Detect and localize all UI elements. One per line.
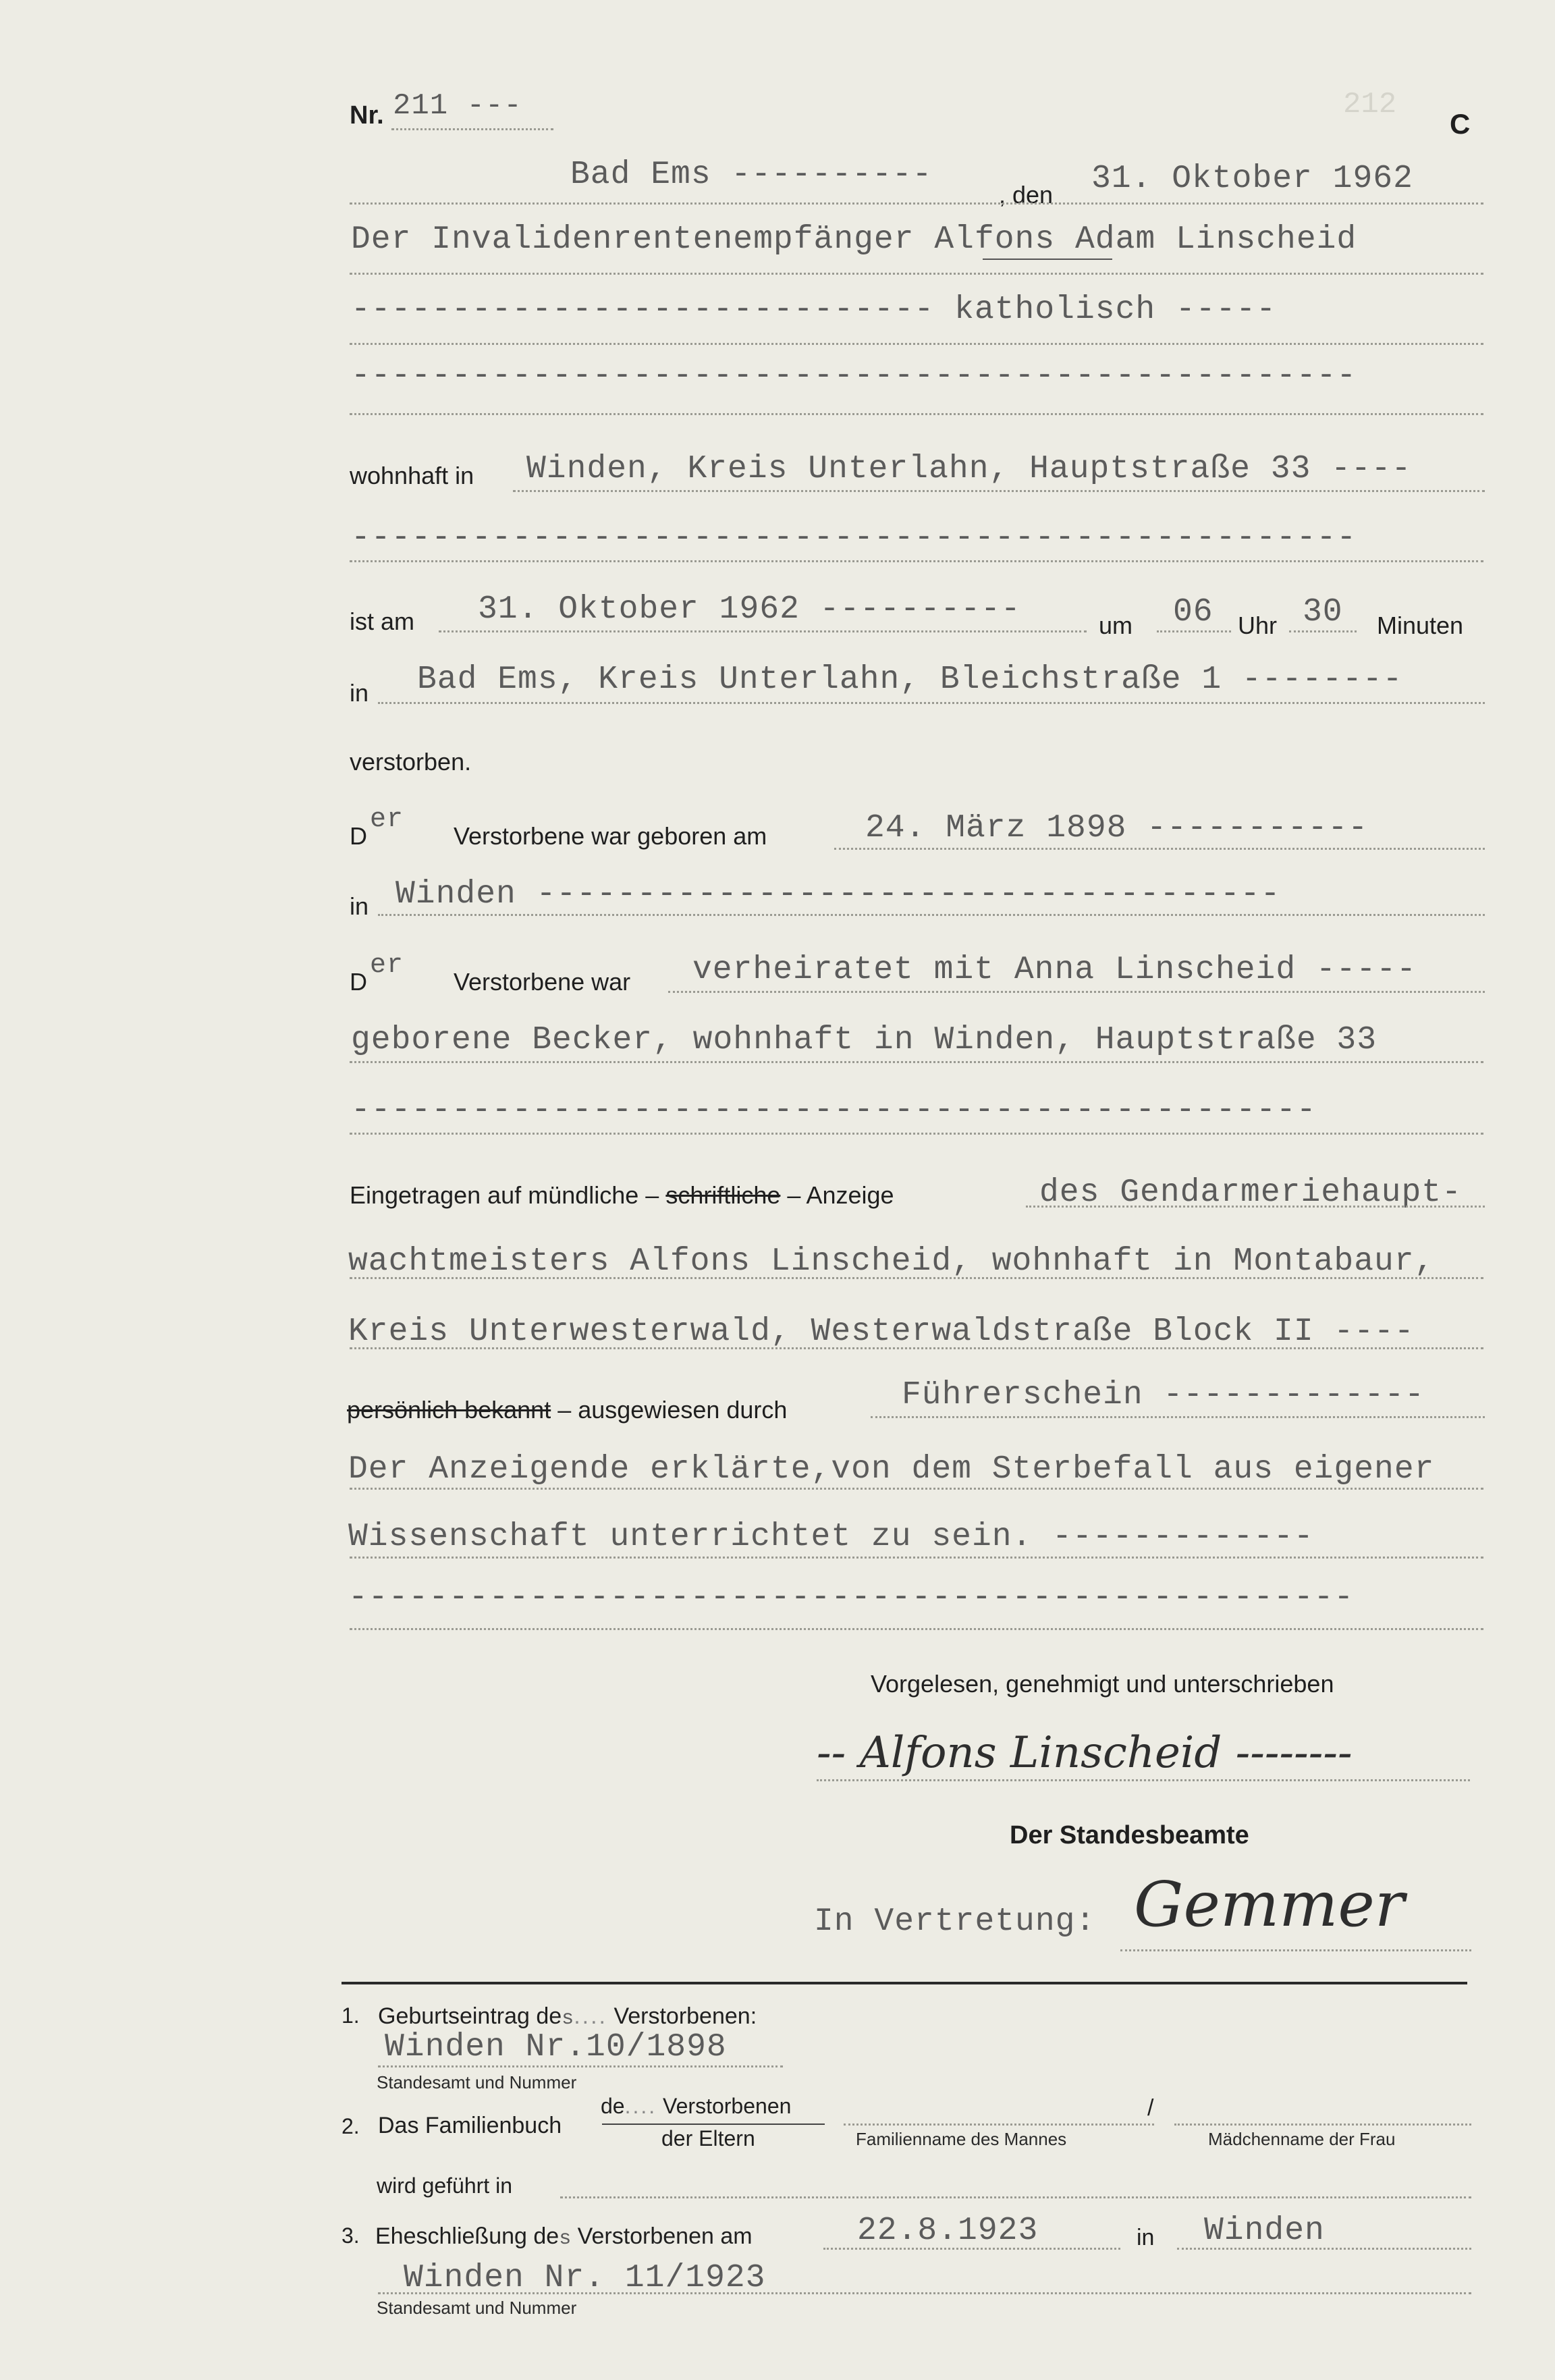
dotted-line bbox=[350, 1557, 1483, 1559]
residence-label: wohnhaft in bbox=[350, 462, 474, 489]
item2-number: 2. bbox=[342, 2114, 360, 2138]
dotted-line bbox=[1174, 2124, 1471, 2126]
marital-value: verheiratet mit Anna Linscheid ----- bbox=[692, 952, 1417, 988]
dotted-line bbox=[823, 2248, 1120, 2250]
item3-label bbox=[375, 2223, 753, 2250]
item3-label-a: Eheschließung de bbox=[375, 2223, 560, 2249]
death-place-label: in bbox=[350, 679, 369, 707]
dotted-line bbox=[378, 914, 1485, 916]
dotted-line bbox=[378, 702, 1485, 704]
nr-value: 211 --- bbox=[393, 89, 522, 123]
birth-place-value: Winden ------------------------------------- bbox=[395, 876, 1281, 913]
deceased-label: verstorben. bbox=[350, 748, 472, 776]
item2-fraction-top: de.... Verstorbenen bbox=[601, 2094, 792, 2118]
birth-article-label: D bbox=[350, 822, 367, 850]
dotted-line bbox=[350, 1277, 1483, 1279]
registrar-title: Der Standesbeamte bbox=[1010, 1821, 1249, 1849]
filler-line: -------------------------------------------------- bbox=[351, 358, 1357, 394]
marital-label: Verstorbene war bbox=[454, 968, 631, 996]
first-name-underline bbox=[983, 259, 1112, 260]
dotted-line bbox=[1289, 630, 1357, 632]
dotted-line bbox=[668, 991, 1485, 993]
item1-label-b: Verstorbenen: bbox=[613, 2003, 757, 2029]
item1-number: 1. bbox=[342, 2003, 360, 2028]
dotted-line bbox=[1177, 2248, 1471, 2250]
report-label-oral: Eingetragen auf mündliche – bbox=[350, 1181, 659, 1209]
dotted-line bbox=[350, 1347, 1483, 1349]
informant-signature: -- Alfons Linscheid -------- bbox=[817, 1728, 1353, 1778]
nr-dotted-line bbox=[391, 128, 553, 130]
report-label-notice: – Anzeige bbox=[787, 1181, 894, 1209]
item1-caption: Standesamt und Nummer bbox=[377, 2072, 577, 2092]
date-prefix-label: , den bbox=[999, 181, 1054, 209]
ident-shown-by-label: – ausgewiesen durch bbox=[557, 1396, 788, 1424]
death-place-value: Bad Ems, Kreis Unterlahn, Bleichstraße 1 -------- bbox=[417, 661, 1403, 698]
filler-line: ------------------------------------------------ bbox=[351, 1092, 1317, 1129]
bleed-through-page-number: 212 bbox=[1343, 88, 1397, 121]
dotted-line bbox=[350, 1061, 1483, 1063]
item3-number: 3. bbox=[342, 2223, 360, 2248]
dotted-line bbox=[834, 848, 1485, 850]
dotted-line bbox=[350, 202, 1483, 205]
corner-letter: C bbox=[1450, 108, 1471, 140]
registration-place: Bad Ems ---------- bbox=[570, 157, 933, 193]
statement-line: Der Anzeigende erklärte,von dem Sterbefall aus eigener bbox=[348, 1451, 1435, 1488]
deceased-name-line: Der Invalidenrentenempfänger Alfons Adam Linscheid bbox=[351, 221, 1357, 258]
item2-kept-label: wird geführt in bbox=[377, 2173, 512, 2198]
item3-caption: Standesamt und Nummer bbox=[377, 2298, 577, 2318]
deputy-label: In Vertretung: bbox=[814, 1903, 1096, 1940]
item2-fraction-top-a: de bbox=[601, 2094, 625, 2118]
report-label-written-struck: schriftliche bbox=[665, 1181, 781, 1209]
dotted-line bbox=[350, 343, 1483, 345]
hour-label-uhr: Uhr bbox=[1238, 612, 1278, 639]
death-date-value: 31. Oktober 1962 ---------- bbox=[478, 591, 1021, 628]
minutes-label: Minuten bbox=[1377, 612, 1464, 639]
marital-gender-suffix: er bbox=[370, 950, 404, 981]
death-hour-value: 06 bbox=[1173, 594, 1213, 630]
footer-separator bbox=[342, 1982, 1467, 1984]
item2-slash: / bbox=[1147, 2095, 1154, 2121]
dotted-line bbox=[350, 1628, 1483, 1630]
residence-value: Winden, Kreis Unterlahn, Hauptstraße 33 ---- bbox=[526, 451, 1412, 487]
hour-label-um: um bbox=[1099, 612, 1133, 639]
item1-value: Winden Nr.10/1898 bbox=[385, 2029, 727, 2065]
filler-line: -------------------------------------------------- bbox=[348, 1579, 1355, 1616]
read-approved-label: Vorgelesen, genehmigt und unterschrieben bbox=[871, 1670, 1334, 1698]
report-label bbox=[350, 1181, 894, 1210]
filler-line: -------------------------------------------------- bbox=[351, 520, 1357, 556]
dotted-line bbox=[871, 1416, 1485, 1418]
marital-value-continued: geborene Becker, wohnhaft in Winden, Hauptstraße 33 bbox=[351, 1022, 1377, 1058]
dotted-line bbox=[560, 2196, 1471, 2198]
item1-label-a: Geburtseintrag de bbox=[378, 2003, 562, 2029]
dotted-line bbox=[350, 1488, 1483, 1490]
item2-fraction-bottom: der Eltern bbox=[661, 2126, 755, 2151]
dotted-line bbox=[378, 2065, 783, 2067]
dotted-line bbox=[378, 2292, 1471, 2294]
dotted-line bbox=[1157, 630, 1231, 632]
item3-label-s: s bbox=[559, 2227, 572, 2250]
identification-label bbox=[347, 1396, 787, 1424]
dotted-line bbox=[513, 490, 1485, 492]
item2-caption-wife: Mädchenname der Frau bbox=[1208, 2129, 1396, 2149]
dotted-line bbox=[350, 413, 1483, 415]
death-date-label: ist am bbox=[350, 607, 415, 635]
informant-address: Kreis Unterwesterwald, Westerwaldstraße Block II ---- bbox=[348, 1314, 1415, 1350]
dotted-line bbox=[350, 1133, 1483, 1135]
dotted-line bbox=[350, 560, 1483, 562]
registrar-signature: Gemmer bbox=[1134, 1868, 1404, 1941]
item3-place: Winden bbox=[1204, 2213, 1325, 2249]
item3-date: 22.8.1923 bbox=[857, 2213, 1039, 2249]
birth-gender-suffix: er bbox=[370, 805, 404, 835]
signature-dotted-line bbox=[817, 1779, 1470, 1781]
item1-label-s: s bbox=[562, 2007, 574, 2030]
identification-document: Führerschein ------------- bbox=[902, 1377, 1425, 1413]
registration-date: 31. Oktober 1962 bbox=[1091, 161, 1413, 197]
informant-value-continued: wachtmeisters Alfons Linscheid, wohnhaft in Montabaur, bbox=[348, 1243, 1435, 1280]
item2-label: Das Familienbuch bbox=[378, 2113, 562, 2138]
dotted-line bbox=[1026, 1206, 1485, 1208]
item3-label-b: Verstorbenen am bbox=[577, 2223, 753, 2249]
item2-fraction-top-b: Verstorbenen bbox=[663, 2094, 792, 2118]
religion-line: ----------------------------- katholisch ----- bbox=[351, 292, 1277, 328]
ident-personally-known-struck: persönlich bekannt bbox=[347, 1396, 551, 1424]
dotted-line bbox=[350, 273, 1483, 275]
item2-caption-husband: Familienname des Mannes bbox=[856, 2129, 1067, 2149]
death-minute-value: 30 bbox=[1303, 594, 1343, 630]
marital-article-label: D bbox=[350, 968, 367, 996]
item3-in-label: in bbox=[1137, 2225, 1155, 2250]
item1-label: Geburtseintrag des.... Verstorbenen: bbox=[378, 2003, 757, 2030]
birth-label: Verstorbene war geboren am bbox=[454, 822, 767, 850]
birth-date-value: 24. März 1898 ----------- bbox=[865, 810, 1369, 846]
item3-value: Winden Nr. 11/1923 bbox=[404, 2260, 766, 2296]
fraction-bar bbox=[602, 2124, 825, 2125]
dotted-line bbox=[844, 2124, 1154, 2126]
birth-place-label: in bbox=[350, 892, 369, 920]
informant-value: des Gendarmeriehaupt- bbox=[1039, 1174, 1462, 1211]
dotted-line bbox=[439, 630, 1087, 632]
nr-label: Nr. bbox=[350, 101, 384, 130]
statement-line-continued: Wissenschaft unterrichtet zu sein. ------------- bbox=[348, 1519, 1314, 1555]
signature-dotted-line bbox=[1120, 1949, 1471, 1951]
